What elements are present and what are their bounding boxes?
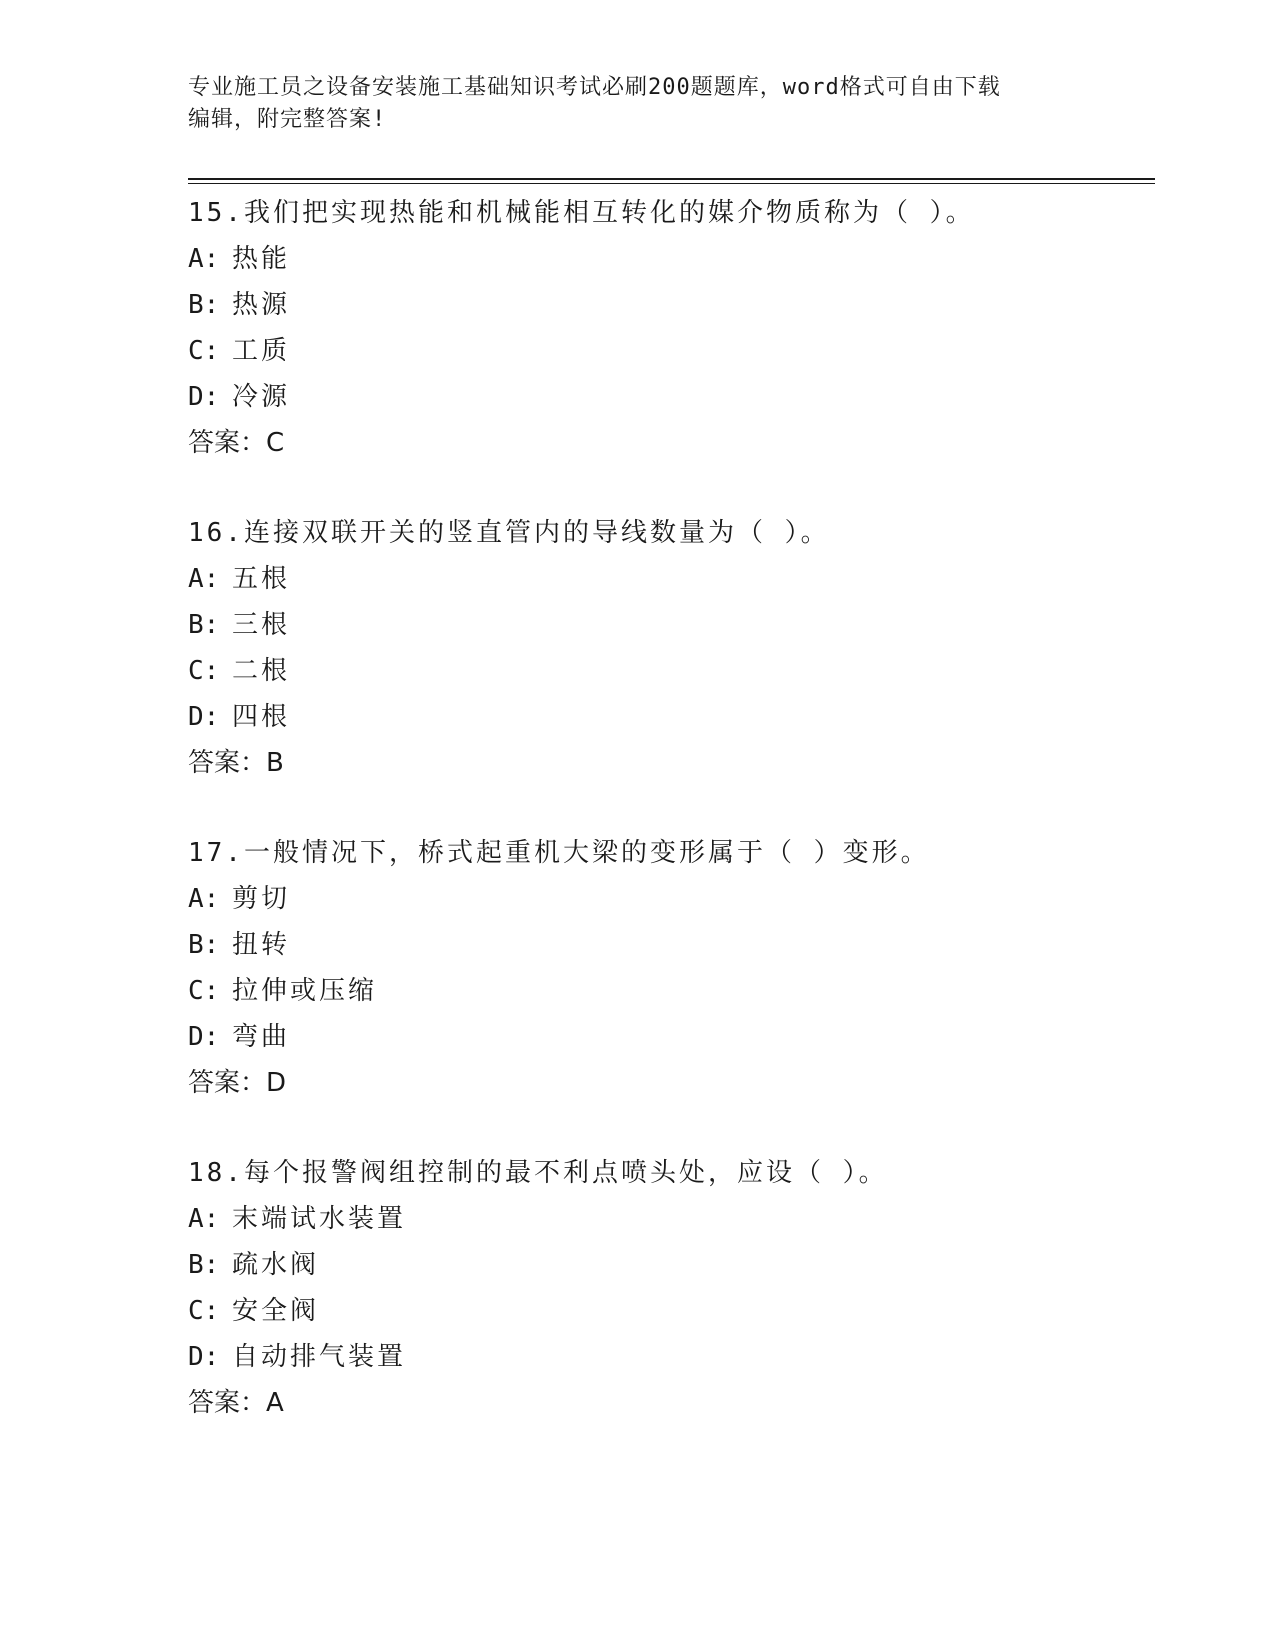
option-d <box>188 694 1148 740</box>
header-divider-thin <box>188 183 1155 184</box>
option-text: 三根 <box>232 610 291 640</box>
question-stem: 15.我们把实现热能和机械能相互转化的媒介物质称为（ ）。 <box>188 198 975 228</box>
question-stem: 18.每个报警阀组控制的最不利点喷头处，应设（ ）。 <box>188 1158 888 1188</box>
question-17 <box>188 830 1148 1150</box>
answer-line: 答案：A <box>188 1388 284 1418</box>
answer-line: 答案：B <box>188 748 284 778</box>
option-text: 四根 <box>232 702 291 732</box>
option-text: 冷源 <box>232 382 291 412</box>
option-b <box>188 1242 1148 1288</box>
option-letter: A: <box>188 244 220 274</box>
option-a <box>188 876 1148 922</box>
option-a <box>188 1196 1148 1242</box>
option-letter: C: <box>188 1296 220 1326</box>
option-text: 自动排气装置 <box>232 1342 407 1372</box>
option-d <box>188 374 1148 420</box>
option-text: 热能 <box>232 244 291 274</box>
option-text: 二根 <box>232 656 291 686</box>
question-16 <box>188 510 1148 830</box>
question-18 <box>188 1150 1148 1470</box>
option-a <box>188 556 1148 602</box>
option-letter: D: <box>188 1022 220 1052</box>
option-text: 工质 <box>232 336 291 366</box>
option-letter: A: <box>188 884 220 914</box>
option-c <box>188 1288 1148 1334</box>
question-15 <box>188 190 1148 510</box>
option-letter: B: <box>188 290 220 320</box>
option-text: 拉伸或压缩 <box>232 976 378 1006</box>
option-letter: B: <box>188 930 220 960</box>
answer-line: 答案：C <box>188 428 285 458</box>
question-list <box>188 190 1148 1470</box>
header-line-2: 编辑，附完整答案! <box>188 107 387 132</box>
option-text: 弯曲 <box>232 1022 291 1052</box>
option-letter: B: <box>188 610 220 640</box>
option-b <box>188 282 1148 328</box>
option-letter: D: <box>188 382 220 412</box>
option-text: 五根 <box>232 564 291 594</box>
option-text: 剪切 <box>232 884 291 914</box>
option-letter: C: <box>188 336 220 366</box>
option-letter: D: <box>188 702 220 732</box>
document-header <box>188 72 1088 136</box>
option-text: 疏水阀 <box>232 1250 320 1280</box>
option-a <box>188 236 1148 282</box>
option-text: 末端试水装置 <box>232 1204 407 1234</box>
option-b <box>188 922 1148 968</box>
question-stem: 17.一般情况下，桥式起重机大梁的变形属于（ ）变形。 <box>188 838 930 868</box>
question-stem: 16.连接双联开关的竖直管内的导线数量为（ ）。 <box>188 518 830 548</box>
option-letter: C: <box>188 976 220 1006</box>
option-letter: C: <box>188 656 220 686</box>
option-b <box>188 602 1148 648</box>
option-letter: B: <box>188 1250 220 1280</box>
option-text: 扭转 <box>232 930 291 960</box>
option-d <box>188 1334 1148 1380</box>
option-text: 安全阀 <box>232 1296 320 1326</box>
option-text: 热源 <box>232 290 291 320</box>
option-letter: A: <box>188 564 220 594</box>
header-line-1: 专业施工员之设备安装施工基础知识考试必刷200题题库，word格式可自由下载 <box>188 75 1001 100</box>
option-d <box>188 1014 1148 1060</box>
option-letter: A: <box>188 1204 220 1234</box>
header-divider-thick <box>188 178 1155 180</box>
answer-line: 答案：D <box>188 1068 287 1098</box>
option-c <box>188 648 1148 694</box>
option-c <box>188 328 1148 374</box>
option-letter: D: <box>188 1342 220 1372</box>
option-c <box>188 968 1148 1014</box>
